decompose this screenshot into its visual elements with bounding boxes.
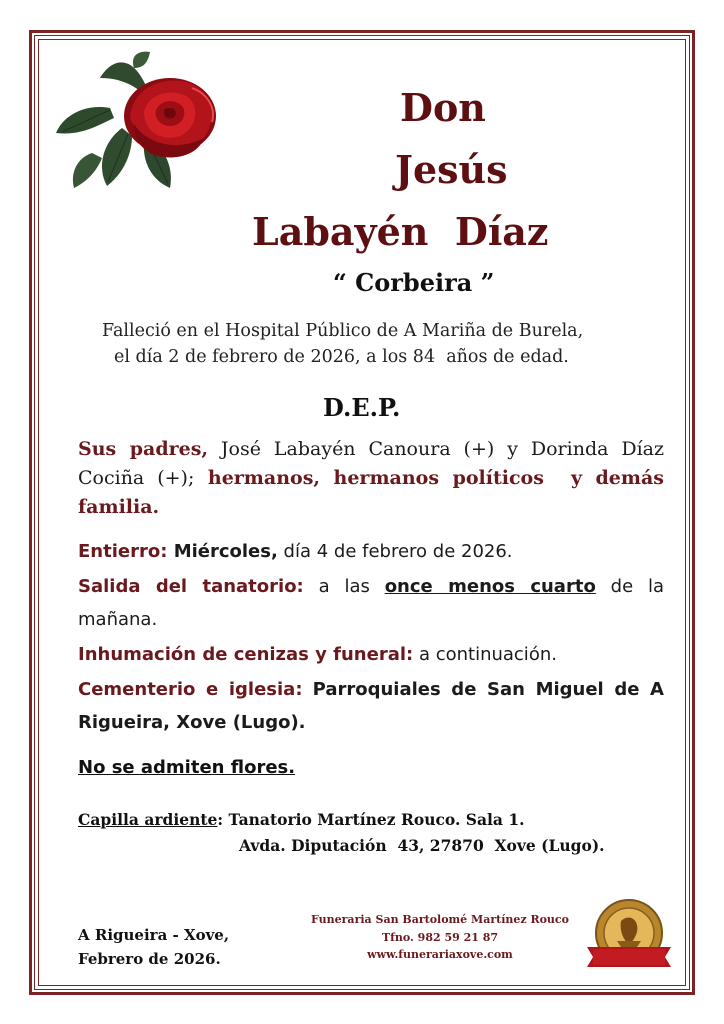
date: Febrero de 2026. [78,950,221,968]
family-line-3 [78,493,664,522]
inhumation-text: a continuación. [413,644,557,665]
family-line-2 [78,464,664,493]
family-text-a: José Labayén Canoura (+) y Dorinda Díaz [208,438,664,460]
inhumation-line [78,641,664,669]
departure-line-1 [78,573,664,601]
title-first-name: Jesús [395,147,508,192]
death-line-2: el día 2 de febrero de 2026, a los 84 años de edad. [114,347,569,367]
place: A Rigueira - Xove, [78,926,230,944]
title-surname: Labayén Díaz [252,209,549,254]
no-flowers-notice: No se admiten flores. [78,757,296,778]
inhumation-label: Inhumación de cenizas y funeral: [78,644,414,665]
cemetery-line-1 [78,676,664,704]
departure-line-2: mañana. [78,609,158,630]
nickname: “ Corbeira ” [333,268,495,297]
chapel-line-2: Avda. Diputación 43, 27870 Xove (Lugo). [239,836,605,855]
cemetery-label: Cementerio e iglesia: [78,679,303,700]
family-bold-b: hermanos, hermanos políticos y demás [194,467,664,489]
rose-icon [52,48,220,193]
departure-label: Salida del tanatorio: [78,576,304,597]
burial-line [78,538,664,566]
departure-time: once menos cuarto [384,576,596,597]
burial-label: Entierro: [78,541,168,562]
departure-post: de la [610,576,664,597]
funeral-home-phone: Tfno. 982 59 21 87 [381,931,499,944]
chapel-line-1 [78,810,525,829]
family-text-b: Cociña (+); [78,467,195,489]
chapel-label: Capilla ardiente [78,810,218,829]
cemetery-line-2: Rigueira, Xove (Lugo). [78,712,306,733]
family-bold-c: familia. [78,496,160,518]
funeral-home-name: Funeraria San Bartolomé Martínez Rouco [311,913,569,926]
death-line-1: Falleció en el Hospital Público de A Mariña de Burela, [102,321,584,341]
dep-heading: D.E.P. [323,393,401,422]
funeral-home-website: www.funerariaxove.com [367,948,513,961]
burial-day: Miércoles, [167,541,278,562]
family-line-1 [78,435,664,464]
departure-pre: a las [318,576,370,597]
funeral-home-seal-icon [583,897,675,973]
family-label: Sus padres, [78,438,209,460]
cemetery-text-a: Parroquiales de San Miguel de A [312,679,664,700]
title-don: Don [400,85,486,130]
burial-date: día 4 de febrero de 2026. [277,541,513,562]
chapel-line-1-text: : Tanatorio Martínez Rouco. Sala 1. [217,810,525,829]
